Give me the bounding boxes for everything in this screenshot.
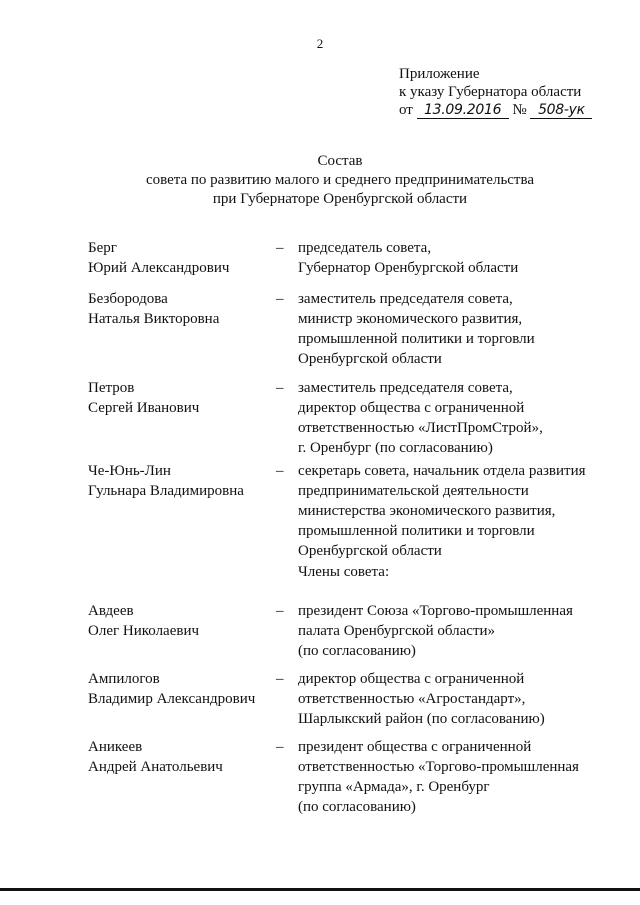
handwritten-date: 13.09.2016 (417, 103, 509, 119)
member-surname: Безбородова (88, 291, 168, 307)
member-role (298, 669, 610, 729)
member-role (298, 289, 610, 369)
role-line: Оренбургской области (298, 543, 442, 559)
role-line: директор общества с ограниченной (298, 400, 525, 416)
member-name (88, 669, 273, 709)
appendix-title: Приложение (399, 66, 480, 82)
bottom-rule (0, 888, 640, 891)
role-line: заместитель председателя совета, (298, 380, 513, 396)
appendix-header (399, 65, 629, 119)
role-line: президент общества с ограниченной (298, 739, 532, 755)
dash-separator: – (276, 291, 284, 307)
role-line: Шарлыкский район (по согласованию) (298, 711, 545, 727)
role-line: предпринимательской деятельности (298, 483, 529, 499)
dash-separator: – (276, 463, 284, 479)
member-name (88, 238, 273, 278)
member-name (88, 378, 273, 418)
member-role (298, 461, 610, 561)
document-title (0, 152, 640, 209)
role-line: президент Союза «Торгово-промышленная (298, 603, 573, 619)
role-line: заместитель председателя совета, (298, 291, 513, 307)
member-given-names: Олег Николаевич (88, 623, 200, 639)
member-given-names: Владимир Александрович (88, 691, 256, 707)
member-role (298, 238, 610, 278)
from-label: от (399, 102, 413, 118)
role-line: (по согласованию) (298, 643, 416, 659)
role-line: промышленной политики и торговли (298, 523, 535, 539)
role-line: (по согласованию) (298, 799, 416, 815)
role-line: палата Оренбургской области» (298, 623, 496, 639)
title-line-3: при Губернаторе Оренбургской области (212, 191, 468, 207)
title-line-2: совета по развитию малого и среднего предпринимательства (145, 172, 535, 188)
member-name (88, 461, 273, 501)
member-given-names: Гульнара Владимировна (88, 483, 244, 499)
role-line: Губернатор Оренбургской области (298, 260, 519, 276)
role-line: министерства экономического развития, (298, 503, 556, 519)
member-name (88, 601, 273, 641)
members-heading: Члены совета: (298, 564, 390, 580)
member-surname: Че-Юнь-Лин (88, 463, 171, 479)
member-given-names: Андрей Анатольевич (88, 759, 223, 775)
role-line: директор общества с ограниченной (298, 671, 525, 687)
member-role (298, 601, 610, 661)
appendix-decree-ref: к указу Губернатора области (399, 84, 582, 100)
role-line: секретарь совета, начальник отдела развития (298, 463, 586, 479)
title-line-1: Состав (317, 153, 363, 169)
dash-separator: – (276, 739, 284, 755)
member-surname: Петров (88, 380, 135, 396)
role-line: ответственностью «ЛистПромСтрой», (298, 420, 543, 436)
role-line: г. Оренбург (по согласованию) (298, 440, 493, 456)
member-surname: Авдеев (88, 603, 134, 619)
appendix-date-number-line (399, 101, 629, 119)
role-line: группа «Армада», г. Оренбург (298, 779, 490, 795)
member-given-names: Сергей Иванович (88, 400, 200, 416)
role-line: ответственностью «Агростандарт», (298, 691, 526, 707)
dash-separator: – (276, 603, 284, 619)
dash-separator: – (276, 240, 284, 256)
member-surname: Аникеев (88, 739, 143, 755)
member-given-names: Наталья Викторовна (88, 311, 220, 327)
member-name (88, 289, 273, 329)
page-number: 2 (316, 36, 324, 51)
member-given-names: Юрий Александрович (88, 260, 230, 276)
handwritten-number: 508-ук (530, 103, 592, 119)
dash-separator: – (276, 380, 284, 396)
dash-separator: – (276, 671, 284, 687)
member-surname: Берг (88, 240, 117, 256)
member-role (298, 378, 610, 458)
role-line: председатель совета, (298, 240, 432, 256)
member-surname: Ампилогов (88, 671, 160, 687)
role-line: промышленной политики и торговли (298, 331, 535, 347)
role-line: министр экономического развития, (298, 311, 523, 327)
member-role (298, 737, 610, 817)
member-name (88, 737, 273, 777)
role-line: ответственностью «Торгово-промышленная (298, 759, 579, 775)
role-line: Оренбургской области (298, 351, 442, 367)
number-label: № (512, 102, 527, 118)
